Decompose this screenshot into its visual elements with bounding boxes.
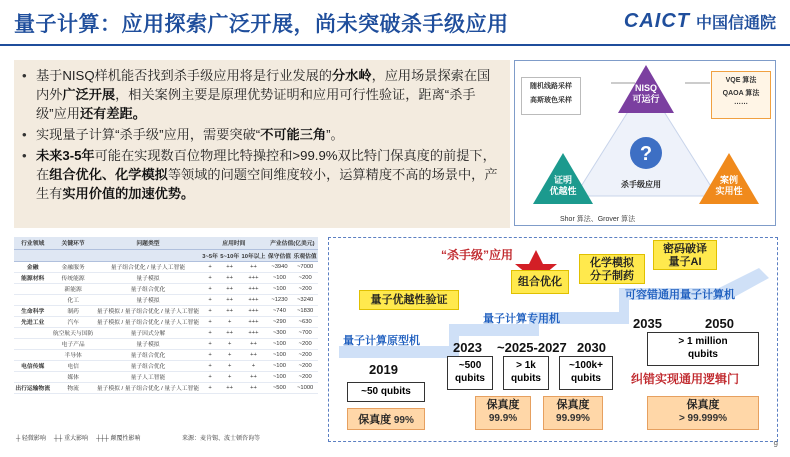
th-segment: 关键环节 (51, 237, 94, 249)
error-correction-label: 纠错实现通用逻辑门 (631, 372, 740, 386)
bullet-panel (14, 60, 510, 228)
qubits-2023: ~500 qubits (447, 356, 493, 390)
table-legend: ┼ 轻微影响 ┼┼ 重大影响 ┼┼┼ 颠覆性影响 来源：麦肯锡、波士顿咨询等 (16, 433, 320, 442)
th-industry: 行业领域 (14, 237, 51, 249)
table-row: 生命科学 制药 量子模拟 / 量子组合优化 / 量子人工智能 + ++ +++ ~740 ~1830 (14, 305, 318, 316)
table-row: 金融 金融服务 量子组合优化 / 量子人工智能 + ++ ++ ~3940 ~7000 (14, 261, 318, 272)
bullet-1: • 基于NISQ样机能否找到杀手级应用将是行业发展的分水岭，应用场景探索在国内外广泛开展，相关案例主要是原理优势证明和应用可行性验证，距离“杀手级”应用还有差距。 (22, 66, 502, 123)
fidelity-2019: 保真度 99% (347, 408, 425, 430)
roadmap-panel (328, 237, 778, 442)
year-2050: 2050 (705, 316, 734, 331)
stage-dedicated: 量子计算专用机 (483, 313, 560, 325)
killer-app-label: 杀手级应用 (621, 180, 661, 189)
tag-optimization: 组合优化 (511, 270, 569, 294)
th-problem: 问题类型 (95, 237, 201, 249)
table-row: 电信传媒 电信 量子组合优化 + + + ~100 ~200 (14, 360, 318, 371)
table-row: 航空航天与国防 量子因式分解 + ++ +++ ~300 ~700 (14, 327, 318, 338)
logo-text-en: CAICT (623, 10, 690, 32)
bullet-2: • 实现量子计算“杀手级”应用，需要突破“不可能三角”。 (22, 125, 502, 144)
table-row: 化工 量子模拟 + ++ +++ ~1230 ~3240 (14, 294, 318, 305)
table-row: 电子产品 量子模拟 + + ++ ~100 ~200 (14, 338, 318, 349)
stage-prototype: 量子计算原型机 (343, 335, 420, 347)
algorithm-card: VQE 算法 QAOA 算法 …… (711, 71, 771, 119)
page-title: 量子计算：应用探索广泛开展，尚未突破杀手级应用 (14, 13, 509, 36)
stage-fault-tolerant: 可容错通用量子计算机 (625, 289, 735, 301)
qubits-2025: > 1k qubits (503, 356, 549, 390)
tag-crypto: 密码破译 量子AI (653, 240, 717, 270)
table-row: 半导体 量子组合优化 + + ++ ~100 ~200 (14, 349, 318, 360)
year-2025: ~2025-2027 (497, 340, 567, 355)
killer-app-title: “杀手级”应用 (441, 248, 514, 262)
th-time: 应用时间 (201, 237, 267, 249)
logo-text-cn: 中国信通院 (695, 15, 776, 32)
qubits-2050: > 1 million qubits (647, 332, 759, 366)
qubits-2030: ~100k+ qubits (559, 356, 613, 390)
table-row: 能源材料 传统能源 量子模拟 + ++ +++ ~100 ~200 (14, 272, 318, 283)
case-label: 案例 实用性 (715, 175, 743, 196)
year-2023: 2023 (453, 340, 482, 355)
table-row: 新能源 量子组合优化 + ++ +++ ~100 ~200 (14, 283, 318, 294)
fidelity-2030: 保真度 99.99% (543, 396, 603, 430)
table-row: 出行运输物流 物流 量子模拟 / 量子组合优化 / 量子人工智能 + ++ ++ ~500 ~1000 (14, 382, 318, 393)
nisq-label: NISQ 可运行 (632, 83, 660, 104)
fidelity-2023: 保真度 99.9% (475, 396, 531, 430)
page-number: 9 (773, 440, 778, 449)
year-2030: 2030 (577, 340, 606, 355)
bullet-3: • 未来3-5年可能在实现数百位物理比特操控和>99.9%双比特门保真度的前提下，在组合优化、化学模拟等领域的问题空间维度较小，运算精度不高的场景中，产生有实用价值的加速优势。 (22, 146, 502, 203)
th-value: 产业估值(亿美元) (267, 237, 318, 249)
tag-chemistry: 化学模拟 分子制药 (579, 254, 645, 284)
impossible-triangle-diagram (514, 60, 776, 226)
year-2019: 2019 (369, 362, 398, 377)
stage-supremacy: 量子优越性验证 (359, 290, 459, 310)
table-row: 先进工业 汽车 量子模拟 / 量子组合优化 / 量子人工智能 + + +++ ~290 ~630 (14, 316, 318, 327)
year-2035: 2035 (633, 316, 662, 331)
shor-grover-label: Shor 算法、Grover 算法 (560, 216, 636, 223)
fidelity-2050: 保真度 > 99.999% (647, 396, 759, 430)
caict-logo (624, 10, 776, 33)
sampling-card: 随机线路采样 高斯玻色采样 (521, 77, 581, 115)
proof-label: 证明 优越性 (549, 175, 577, 196)
industry-table: 行业领域 关键环节 问题类型 应用时间 产业估值(亿美元) 3~5年 5~10年 10年以上 保守估值 乐观估值 金融 金融服务 量子组合优化 / 量子人工智能 + ++ ++ ~3940 ~7000 能源材料 传统能源 量子模拟 + ++ +++ ~100 ~200 新能源 量子组合优化 + ++ +++ ~100 ~200 化工 量子模拟 + ++ +++ ~1230 ~3240 生命科学 制药 量子模拟 / 量子组合优化 / 量子人工智能 + ++ +++ ~740 ~1830 先进工业 汽车 量子模拟 / 量子组合优化 / 量子人工智能 + + +++ ~290 ~630 航空航天与国防 量子因式分解 + ++ +++ ~300 ~700 电子产品 量子模拟 + + ++ ~100 ~200 半导体 量子组合优化 + + ++ ~100 ~200 电信传媒 电信 量子组合优化 + + + ~100 ~200 媒体 量子人工智能 + + ++ ~100 ~200 出行运输物流 物流 量子模拟 / 量子组合优化 / 量子人工智能 + ++ ++ ~500 ~1000 ┼ 轻微影响 ┼┼ 重大影响 ┼┼┼ 颠覆性影响 来源：麦肯锡、波士顿咨询等 (14, 237, 318, 442)
table-source: 来源：麦肯锡、波士顿咨询等 (181, 436, 260, 442)
table-row: 媒体 量子人工智能 + + ++ ~100 ~200 (14, 371, 318, 382)
qubits-2019: ~50 qubits (347, 382, 425, 402)
title-divider (0, 44, 790, 46)
svg-text:?: ? (639, 143, 653, 165)
